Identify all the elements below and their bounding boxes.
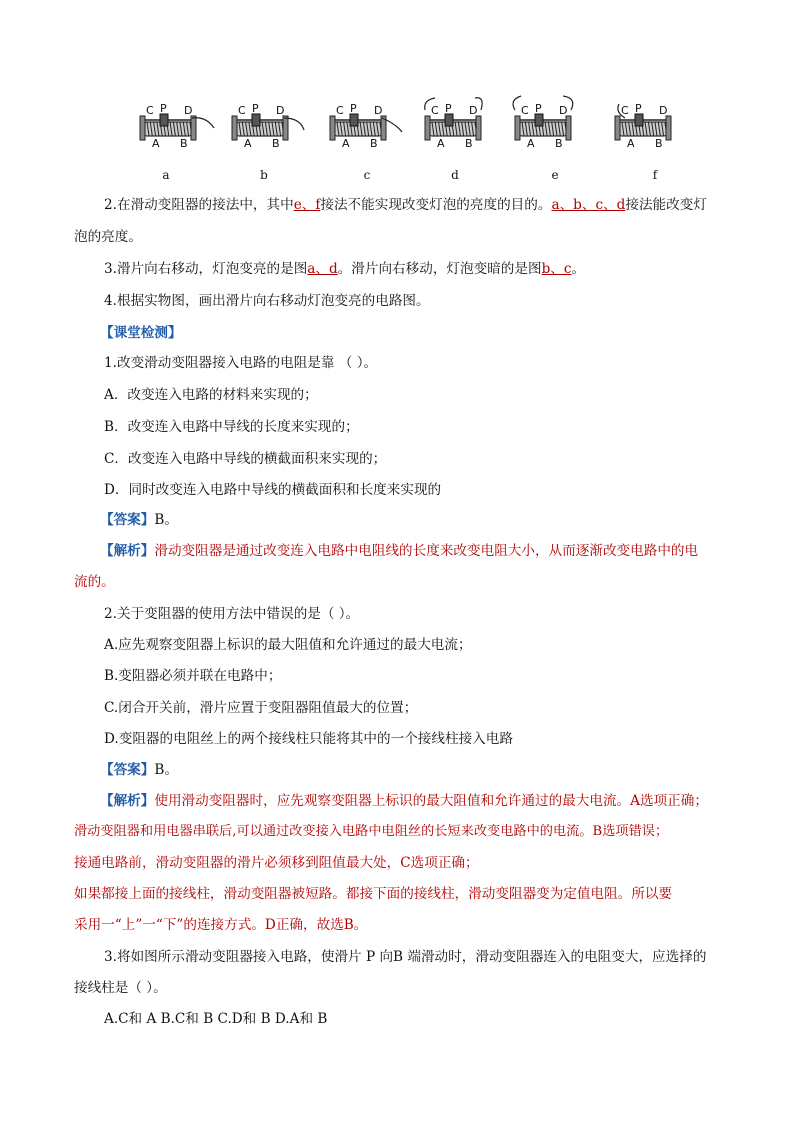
p1-option-d: D．同时改变连入电路中导线的横截面积和长度来实现的 [104,482,442,498]
q3-line [104,260,585,278]
svg-text:P: P [160,102,167,115]
figure-label-e: e [551,168,559,182]
q2-answer-2: a、b、c、d [551,197,626,213]
svg-text:P: P [535,102,542,115]
rheostat-figure-e [513,96,573,150]
svg-text:C: C [238,104,246,117]
svg-text:A: A [244,137,252,150]
figure-label-f: f [652,168,658,182]
p1-answer [100,511,178,529]
svg-text:B: B [555,137,563,150]
q2-answer-1: e、f [293,197,321,213]
svg-text:D: D [659,104,668,117]
svg-text:A: A [627,137,635,150]
svg-text:B: B [272,137,280,150]
svg-text:D: D [559,104,568,117]
p1-option-b: B．改变连入电路中导线的长度来实现的； [104,419,359,435]
q3-answer-2: b、c [541,261,572,277]
svg-text:P: P [350,102,357,115]
svg-text:C: C [146,104,154,117]
section-heading: 【课堂检测】 [100,325,182,341]
q4-line: 4.根据实物图，画出滑片向右移动灯泡变亮的电路图。 [104,293,430,309]
analysis-tag: 【解析】 [100,543,155,559]
p1-option-a: A．改变连入电路的材料来实现的； [104,387,318,403]
analysis-tag: 【解析】 [100,793,155,809]
rheostat-figure-d [425,98,482,150]
q2-text-mid: 接法不能实现改变灯泡的亮度的目的。 [320,197,552,213]
rheostat-figure-b [232,102,304,150]
svg-text:C: C [431,104,439,117]
q2-line1 [104,196,707,214]
svg-text:D: D [374,104,383,117]
svg-text:C: C [621,104,629,117]
figure-label-b: b [260,168,268,182]
svg-text:D: D [276,104,285,117]
figure-label-c: c [363,168,371,182]
q3-text-mid: 。滑片向右移动，灯泡变暗的是图 [337,261,542,277]
svg-text:P: P [635,102,642,115]
svg-text:B: B [180,137,188,150]
p2-option-b: B.变阻器必须并联在电路中； [104,668,282,684]
p2-analysis-line2: 滑动变阻器和用电器串联后,可以通过改变接入电路中电阻丝的长短来改变电路中的电流。B选项错误； [74,824,669,839]
svg-text:B: B [370,137,378,150]
p2-analysis-line5: 采用一“上”一“下”的连接方式。D正确，故选B。 [74,917,368,933]
p2-option-d: D.变阻器的电阻丝上的两个接线柱只能将其中的一个接线柱接入电路 [104,731,513,747]
p2-analysis-line4: 如果都接上面的接线柱，滑动变阻器被短路。都接下面的接线柱，滑动变阻器变为定值电阻。所以要 [74,886,673,902]
svg-text:A: A [437,137,445,150]
svg-text:P: P [445,102,452,115]
answer-value: B。 [154,762,178,778]
svg-text:D: D [469,104,478,117]
q2-text-post: 接法能改变灯 [625,197,707,213]
p2-analysis-line3: 接通电路前，滑动变阻器的滑片必须移到阻值最大处，C选项正确； [74,855,479,871]
svg-text:D: D [184,104,193,117]
p2-stem: 2.关于变阻器的使用方法中错误的是（ ）。 [104,606,360,622]
rheostat-figure-f [615,102,671,150]
rheostat-figures [0,0,793,165]
p1-analysis-line1 [100,542,698,560]
q3-text-post: 。 [571,261,586,277]
q2-line2: 泡的亮度。 [74,229,142,245]
svg-text:C: C [336,104,344,117]
p2-answer [100,761,178,779]
p3-stem-line2: 接线柱是（ ）。 [74,980,167,996]
figure-label-a: a [162,168,170,182]
svg-text:B: B [655,137,663,150]
analysis-text: 滑动变阻器是通过改变连入电路中电阻线的长度来改变电阻大小，从而逐渐改变电路中的电 [154,543,699,559]
answer-value: B。 [154,512,178,528]
p2-analysis-line1 [100,792,708,810]
svg-text:B: B [465,137,473,150]
figure-label-d: d [451,168,459,182]
answer-tag: 【答案】 [100,512,155,528]
p1-option-c: C．改变连入电路中导线的横截面积来实现的； [104,451,387,467]
analysis-text: 使用滑动变阻器时，应先观察变阻器上标识的最大阻值和允许通过的最大电流。A选项正确； [154,793,708,809]
svg-text:P: P [252,102,259,115]
rheostat-figure-c [330,102,402,150]
svg-text:A: A [342,137,350,150]
svg-text:C: C [521,104,529,117]
q2-text: 2.在滑动变阻器的接法中，其中 [104,197,294,213]
rheostat-figure-a [140,102,214,150]
p3-options: A.C和 A B.C和 B C.D和 B D.A和 B [104,1011,328,1027]
p1-stem: 1.改变滑动变阻器接入电路的电阻是靠 （ ）。 [104,355,378,371]
svg-text:A: A [527,137,535,150]
p2-option-a: A.应先观察变阻器上标识的最大阻值和允许通过的最大电流； [104,637,472,653]
p3-stem-line1: 3.将如图所示滑动变阻器接入电路，使滑片 P 向B 端滑动时，滑动变阻器连入的电阻变大，应选择的 [104,949,707,965]
answer-tag: 【答案】 [100,762,155,778]
svg-text:A: A [152,137,160,150]
p1-analysis-line2: 流的。 [74,574,115,590]
p2-option-c: C.闭合开关前，滑片应置于变阻器阻值最大的位置； [104,700,418,716]
q3-text: 3.滑片向右移动，灯泡变亮的是图 [104,261,308,277]
q3-answer-1: a、d [307,261,338,277]
